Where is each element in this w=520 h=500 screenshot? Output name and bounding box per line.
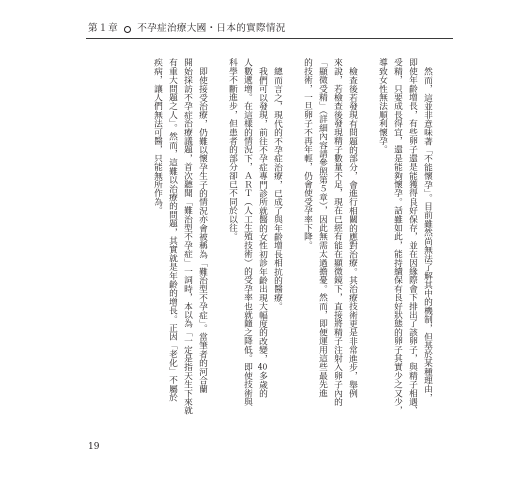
paragraph-first-line: 即使接受治療，仍難以懷孕生子的情況亦會被稱為「難治型不孕症」。當筆者的河合蘭 [197,66,208,393]
text-column: 有重大問題之人」。然而，這難以治療的問題，其實就是年齡的增長。正因「老化」不屬於 [167,58,178,402]
text-column: 疾病，讓人們無法可醫，只能無所作為。 [152,58,163,215]
upright-number: 40 [257,362,268,372]
text-column: 人數遞增。在這樣的情況下，ＡＲＴ（人工生殖技術）的受孕率也就隨之降低。即使技術與 [242,58,253,406]
paragraph-first-line: 我們可以發現，前往不孕症專門診所就醫的女性初診年齡出現大幅度的改變，40多歲的 [257,66,268,398]
running-header [88,22,286,36]
text-column: 「顯微受精」（詳細內容請參照第５章），因此無需太過擔憂。然而，即便運用這些最先進 [317,58,328,398]
header-rule [86,38,453,39]
chapter-title: 不孕症治療大國・日本的實際情況 [137,23,286,34]
text-column: 即使年齡增長，有些卵子還是能獲得良好保存，並在因緣際會下排出了該卵子，與精子相遇、 [407,58,418,415]
text-column: 導致女性無法順利懷孕。 [377,58,388,154]
body-text [140,50,445,430]
paragraph-first-line: 總而言之，現代的不孕症治療，已成了與年齡增長相抗的醫療。 [272,66,283,311]
text-column: 的技術，一旦卵子不再年輕，仍會使受孕率下降。 [302,58,313,250]
chapter-label: 第１章 [88,23,119,34]
text-column: 來說，若檢查後發現精子數量不足，現在已經有能在顯微鏡下，直接將精子注射入卵子內的 [332,58,343,406]
circle-separator-icon [124,26,131,33]
text-column: 受精，只要成長得宜，還是能夠懷孕。話雖如此，能持續保有良好狀態的卵子其實少之又少， [392,58,403,415]
paragraph-first-line: 然而，這並非意味著「不能懷孕」。目前雖然尚無法了解其中的機制，但基於某種理由， [422,66,433,402]
text-column: 開始採訪不孕症治療議題，首次聽聞「難治型不孕症」一詞時，本以為「一定是指天生下來就 [182,58,193,415]
text-column: 科學不斷進步，但患者的部分卻已不同於以往。 [227,58,238,241]
paragraph-first-line: 檢查後若發現有問題的部分，會進行相關的應對治療。其治療技術更是非常進步，舉例 [347,66,358,398]
page-number: 19 [88,442,100,452]
